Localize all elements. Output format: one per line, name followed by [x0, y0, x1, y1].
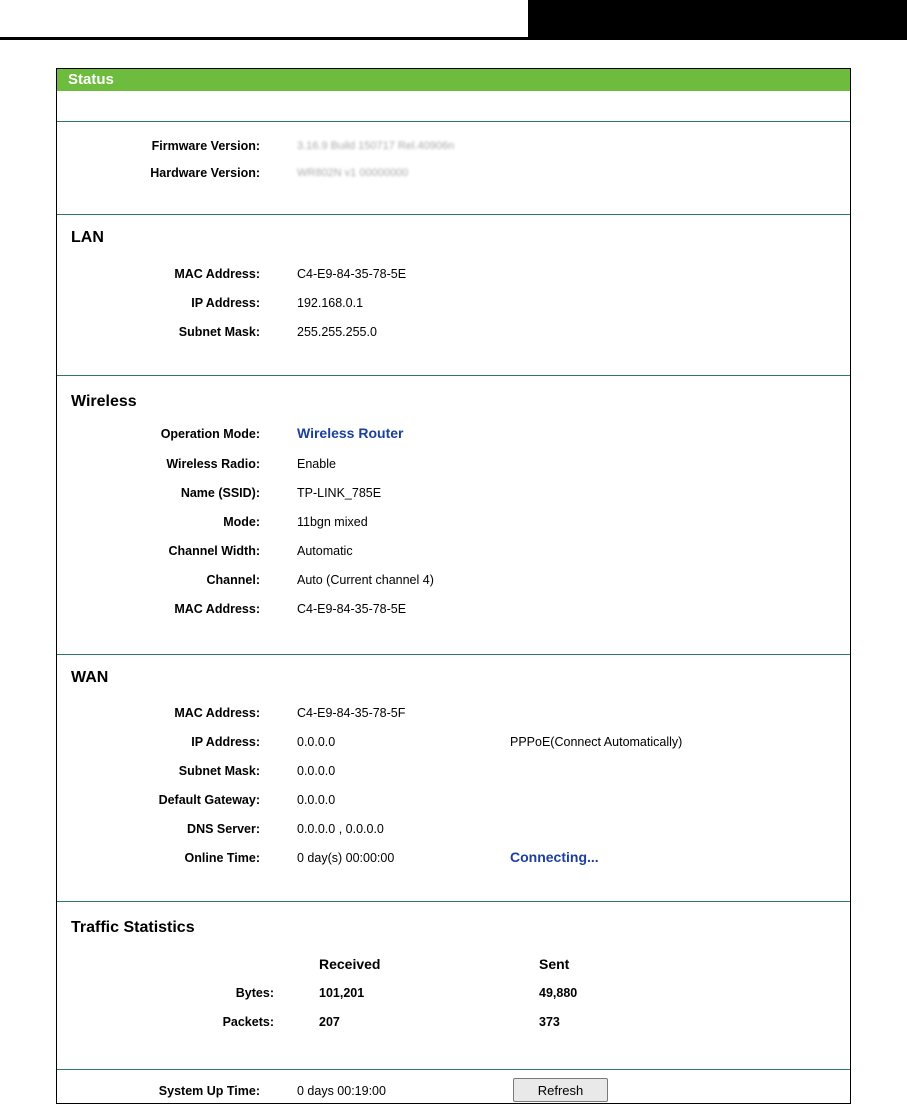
online-time-label: Online Time:	[184, 851, 260, 865]
uptime-value: 0 days 00:19:00	[297, 1084, 386, 1098]
status-panel	[56, 68, 851, 1104]
ssid-label: Name (SSID):	[180, 486, 260, 500]
gateway-label: Default Gateway:	[158, 793, 260, 807]
section-divider	[57, 654, 850, 655]
packets-label: Packets:	[222, 1015, 274, 1029]
dns-value: 0.0.0.0 , 0.0.0.0	[297, 822, 384, 836]
wireless-section-title: Wireless	[71, 393, 137, 410]
traffic-section-title: Traffic Statistics	[71, 919, 195, 936]
packets-sent: 373	[539, 1015, 560, 1029]
lan-ip-value: 192.168.0.1	[297, 296, 364, 310]
ssid-value: TP-LINK_785E	[297, 486, 382, 500]
bytes-received: 101,201	[319, 986, 365, 1000]
hardware-label: Hardware Version:	[150, 166, 260, 180]
wireless-radio-label: Wireless Radio:	[166, 457, 260, 471]
section-divider	[57, 375, 850, 376]
section-divider	[57, 214, 850, 215]
packets-received: 207	[319, 1015, 340, 1029]
lan-mask-value: 255.255.255.0	[297, 325, 377, 339]
wireless-mode-value: 11bgn mixed	[297, 515, 368, 529]
wan-ip-value: 0.0.0.0	[297, 735, 336, 749]
operation-mode-label: Operation Mode:	[160, 427, 260, 441]
wireless-mac-value: C4-E9-84-35-78-5E	[297, 602, 407, 616]
channel-label: Channel:	[206, 573, 260, 587]
wireless-radio-value: Enable	[297, 457, 336, 471]
wan-ip-label: IP Address:	[191, 735, 260, 749]
wan-mask-label: Subnet Mask:	[178, 764, 260, 778]
sent-column-header: Sent	[539, 956, 570, 972]
dns-label: DNS Server:	[187, 822, 260, 836]
channel-width-value: Automatic	[297, 544, 353, 558]
wan-mask-value: 0.0.0.0	[297, 764, 336, 778]
gateway-value: 0.0.0.0	[297, 793, 336, 807]
banner-underline	[0, 37, 530, 40]
section-divider	[57, 901, 850, 902]
lan-section-title: LAN	[71, 229, 104, 246]
section-divider	[57, 121, 850, 122]
wan-mac-label: MAC Address:	[174, 706, 260, 720]
channel-width-label: Channel Width:	[168, 544, 260, 558]
wireless-mode-label: Mode:	[223, 515, 260, 529]
top-banner	[0, 0, 907, 40]
lan-ip-label: IP Address:	[191, 296, 260, 310]
uptime-label: System Up Time:	[158, 1084, 260, 1098]
bytes-sent: 49,880	[539, 986, 578, 1000]
lan-mac-value: C4-E9-84-35-78-5E	[297, 267, 407, 281]
wan-mac-value: C4-E9-84-35-78-5F	[297, 706, 406, 720]
wan-section-title: WAN	[71, 669, 109, 686]
firmware-value: 3.16.9 Build 150717 Rel.40906n	[297, 140, 455, 152]
page-title: Status	[57, 69, 850, 91]
bytes-label: Bytes:	[235, 986, 274, 1000]
channel-value: Auto (Current channel 4)	[297, 573, 434, 587]
lan-mask-label: Subnet Mask:	[178, 325, 260, 339]
lan-mac-label: MAC Address:	[174, 267, 260, 281]
received-column-header: Received	[319, 956, 381, 972]
hardware-value: WR802N v1 00000000	[297, 167, 409, 179]
online-time-value: 0 day(s) 00:00:00	[297, 851, 395, 865]
wireless-mac-label: MAC Address:	[174, 602, 260, 616]
wan-connection-type: PPPoE(Connect Automatically)	[510, 735, 683, 749]
firmware-label: Firmware Version:	[151, 139, 260, 153]
refresh-button[interactable]: Refresh	[513, 1078, 608, 1102]
operation-mode-value: Wireless Router	[297, 425, 404, 441]
banner-black-block	[528, 0, 907, 40]
connection-status: Connecting...	[510, 849, 599, 865]
section-divider	[57, 1069, 850, 1070]
